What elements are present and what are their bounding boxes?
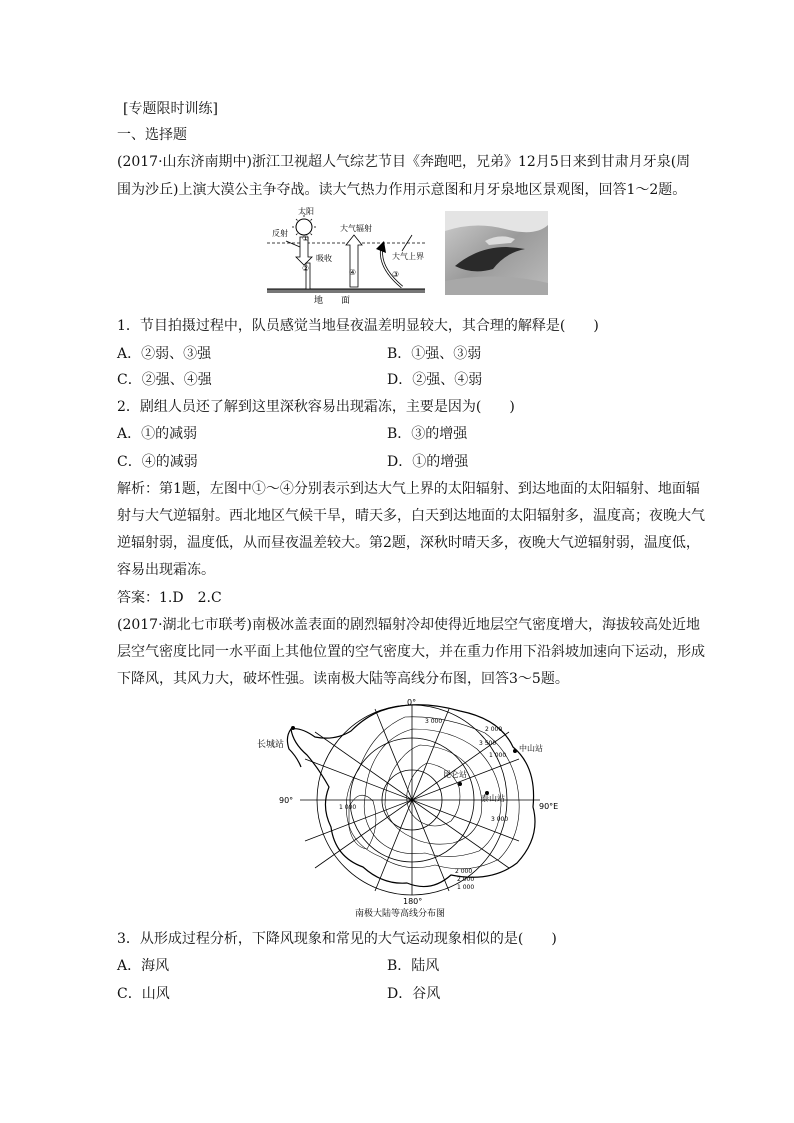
passage2-line2: 层空气密度比同一水平面上其他位置的空气密度大，并在重力作用下沿斜坡加速向下运动，形成	[117, 644, 705, 660]
changcheng-station-marker	[291, 726, 295, 730]
analysis-line1: 解析：第1题，左图中①～④分别表示到达大气上界的太阳辐射、到达地面的太阳辐射、地面辐	[117, 481, 700, 497]
changcheng-label: 长城站	[257, 740, 285, 750]
q1-option-c[interactable]: C．②强、④强	[117, 372, 212, 388]
lon-90e-label: 90°E	[539, 802, 559, 811]
num-2: ②	[302, 264, 310, 273]
q2-stem: 2．剧组人员还了解到这里深秋容易出现霜冻，主要是因为( )	[117, 399, 515, 415]
contour-label-6: 3 000	[491, 816, 509, 823]
q1-option-a[interactable]: A．②弱、③强	[117, 346, 212, 362]
atm-top-label: 大气上界	[392, 252, 424, 261]
lon-180-label: 180°	[403, 897, 423, 906]
num-3: ③	[392, 270, 400, 279]
contour-label-9: 1 000	[457, 884, 475, 891]
q2-option-d[interactable]: D．①的增强	[387, 454, 469, 470]
reflect-label: 反射	[272, 229, 288, 238]
num-4: ④	[349, 268, 357, 277]
contour-label-8: 2 000	[457, 876, 475, 883]
num-1: ①	[302, 234, 310, 243]
taishan-label: 泰山站	[481, 794, 505, 803]
contour-label-4: 1 000	[489, 752, 507, 759]
q3-option-c[interactable]: C．山风	[117, 986, 170, 1002]
zhongshan-label: 中山站	[519, 744, 543, 753]
atm-radiation-label: 大气辐射	[340, 224, 372, 233]
q3-stem: 3．从形成过程分析，下降风现象和常见的大气运动现象相似的是( )	[117, 931, 557, 947]
q2-option-b[interactable]: B．③的增强	[387, 426, 468, 442]
sun-label: 太阳	[298, 207, 314, 216]
ground-label: 地 面	[314, 296, 351, 305]
passage1-line2: 围为沙丘)上演大漠公主争夺战。读大气热力作用示意图和月牙泉地区景观图，回答1～2题。	[117, 182, 687, 198]
passage1-line1: (2017·山东济南期中)浙江卫视超人气综艺节目《奔跑吧，兄弟》12月5日来到甘肃月牙泉(周	[117, 154, 691, 170]
q3-option-d[interactable]: D．谷风	[387, 986, 441, 1002]
absorb-label: 吸收	[316, 254, 332, 263]
analysis-line2: 射与大气逆辐射。西北地区气候干旱，晴天多，白天到达地面的太阳辐射多，温度高；夜晚大气	[117, 508, 705, 524]
q1-option-d[interactable]: D．②强、④弱	[387, 372, 483, 388]
crescent-lake-photo	[445, 211, 548, 295]
lon-0-label: 0°	[407, 698, 417, 707]
contour-label-2: 2 000	[485, 726, 503, 733]
lon-90w-label: 90°	[279, 796, 294, 805]
q1-stem: 1．节目拍摄过程中，队员感觉当地昼夜温差明显较大，其合理的解释是( )	[117, 318, 599, 334]
answer-1-2: 答案：1.D 2.C	[117, 590, 222, 606]
q1-option-b[interactable]: B．①强、③弱	[387, 346, 482, 362]
antarctica-contour-map	[255, 697, 575, 922]
sun-icon	[296, 219, 312, 235]
arrow-4	[346, 235, 362, 287]
kunlun-label: 昆仑站	[443, 770, 467, 779]
reflect-arrow	[286, 241, 300, 247]
kunlun-station-marker	[458, 782, 462, 786]
q2-option-c[interactable]: C．④的减弱	[117, 454, 198, 470]
zhongshan-station-marker	[513, 749, 517, 753]
passage2-line3: 下降风，其风力大，破坏性强。读南极大陆等高线分布图，回答3～5题。	[117, 671, 569, 687]
contour-label-1: 3 000	[425, 718, 443, 725]
section-title: 一、选择题	[117, 127, 187, 143]
analysis-line4: 容易出现霜冻。	[117, 562, 215, 578]
atmosphere-heat-diagram	[262, 205, 432, 305]
ground-band	[267, 289, 425, 293]
contour-label-7: 2 000	[455, 868, 473, 875]
contour-label-3: 3 500	[479, 740, 497, 747]
section-tag: [专题限时训练]	[123, 101, 218, 117]
map-caption: 南极大陆等高线分布图	[355, 909, 446, 919]
q2-option-a[interactable]: A．①的减弱	[117, 426, 198, 442]
q3-option-b[interactable]: B．陆风	[387, 958, 440, 974]
contour-label-5: 1 000	[339, 804, 357, 811]
q3-option-a[interactable]: A．海风	[117, 958, 170, 974]
analysis-line3: 逆辐射弱，温度低，从而昼夜温差较大。第2题，深秋时晴天多，夜晚大气逆辐射弱，温度低，	[117, 535, 700, 551]
passage2-line1: (2017·湖北七市联考)南极冰盖表面的剧烈辐射冷却使得近地层空气密度增大，海拔较高处近地	[117, 617, 701, 633]
